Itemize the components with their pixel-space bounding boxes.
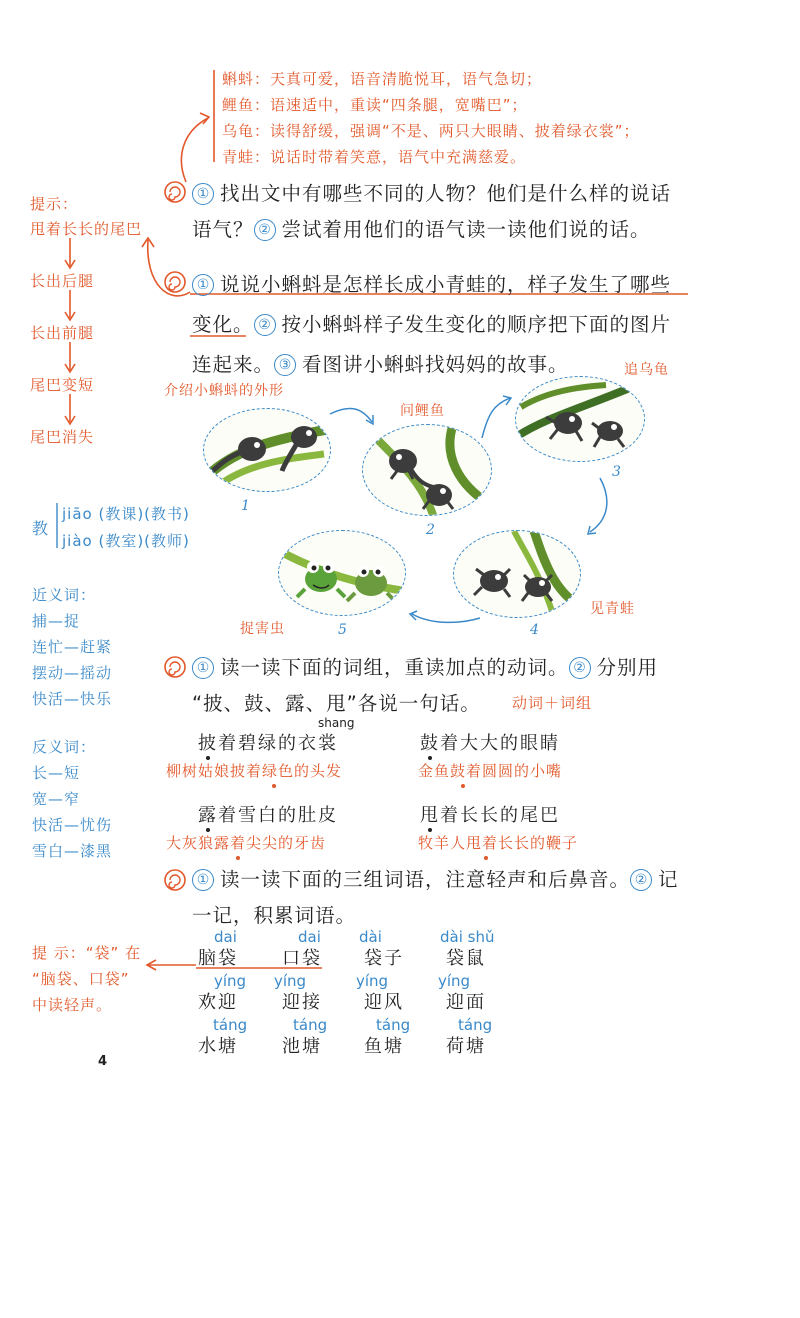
- answer-3: 大灰狼露着尖尖的牙齿: [166, 834, 327, 852]
- spiral-bullet-icon: [163, 180, 187, 204]
- note-turtle: 乌龟：读得舒缓，强调“不是、两只大眼睛、披着绿衣裳”；: [222, 122, 640, 140]
- antonym-item: 宽—窄: [32, 790, 81, 808]
- q1-num-1: ①: [192, 183, 214, 205]
- word: 荷塘: [446, 1036, 486, 1057]
- phrase-4: 甩着长长的尾巴: [420, 805, 560, 826]
- antonym-item: 雪白—漆黑: [32, 842, 113, 860]
- spiral-bullet-icon: [163, 655, 187, 679]
- hint-line: “脑袋、口袋”: [32, 970, 130, 988]
- q4-line2: 一记，积累词语。: [192, 904, 357, 927]
- word-pinyin: táng: [213, 1016, 248, 1034]
- hint-line: 中读轻声。: [32, 996, 113, 1014]
- jiao-line-1: jiāo (教课)(教书): [62, 505, 190, 523]
- question-1: [192, 176, 671, 248]
- word-pinyin: dài shǔ: [440, 928, 495, 946]
- q1-num-2: ②: [254, 219, 276, 241]
- page-number: 4: [98, 1054, 108, 1069]
- synonyms: [32, 582, 112, 712]
- stage-label-1: 1: [241, 498, 250, 514]
- hint-line: 提 示：“袋” 在: [32, 944, 142, 962]
- word: 袋子: [364, 948, 404, 969]
- synonyms-title: 近义词：: [32, 586, 97, 604]
- phrase-3: 露着雪白的肚皮: [198, 805, 338, 826]
- word: 迎接: [282, 992, 322, 1013]
- q3-note: 动词＋词组: [512, 694, 593, 712]
- word: 水塘: [198, 1036, 238, 1057]
- word: 欢迎: [198, 992, 238, 1013]
- word-pinyin: táng: [293, 1016, 328, 1034]
- word: 鱼塘: [364, 1036, 404, 1057]
- antonym-item: 长—短: [32, 764, 81, 782]
- hint-step-1: 甩着长长的尾巴: [30, 220, 143, 238]
- word-pinyin: yíng: [356, 972, 389, 990]
- stage-image-3[interactable]: [515, 376, 645, 462]
- note-ask-carp: 问鲤鱼: [400, 403, 445, 419]
- q2-num-2: ②: [254, 314, 276, 336]
- note-see-frog: 见青蛙: [590, 601, 635, 617]
- stage-image-1[interactable]: [203, 408, 331, 492]
- spiral-bullet-icon: [163, 270, 187, 294]
- hint-step-4: 尾巴变短: [30, 376, 95, 394]
- antonyms: [32, 734, 112, 864]
- jiao-line-2: jiào (教室)(教师): [62, 532, 190, 550]
- stage-image-5[interactable]: [278, 530, 406, 616]
- q2-num-3: ③: [274, 354, 296, 376]
- q4-num-1: ①: [192, 869, 214, 891]
- stage-label-5: 5: [338, 622, 347, 638]
- q2-line1: 说说小蝌蚪是怎样长成小青蛙的，样子发生了哪些: [220, 273, 672, 296]
- note-catch-pests: 捉害虫: [240, 621, 285, 637]
- word-pinyin: yíng: [274, 972, 307, 990]
- note-carp: 鲤鱼：语速适中，重读“四条腿，宽嘴巴”；: [222, 96, 528, 114]
- hint-step-3: 长出前腿: [30, 324, 95, 342]
- phrase-2: 鼓着大大的眼睛: [420, 733, 560, 754]
- hint-step-5: 尾巴消失: [30, 428, 95, 446]
- word: 池塘: [282, 1036, 322, 1057]
- word: 脑袋: [198, 948, 238, 969]
- word-pinyin: dài: [359, 928, 382, 946]
- word-pinyin: dai: [214, 928, 237, 946]
- note-chase-turtle: 追乌龟: [624, 362, 669, 378]
- q4-num-2: ②: [630, 869, 652, 891]
- q2-line2a: 变化。: [192, 313, 254, 336]
- q4-line1b: 记: [658, 868, 679, 891]
- note-frog: 青蛙：说话时带着笑意，语气中充满慈爱。: [222, 148, 527, 166]
- word-pinyin: dai: [298, 928, 321, 946]
- phrase-1: 披着碧绿的衣裳: [198, 733, 338, 754]
- antonyms-title: 反义词：: [32, 738, 97, 756]
- q2-num-1: ①: [192, 274, 214, 296]
- hint-title: 提示：: [30, 195, 79, 213]
- q3-num-2: ②: [569, 657, 591, 679]
- q3-line2: “披、鼓、露、甩”各说一句话。: [192, 692, 481, 715]
- q3-num-1: ①: [192, 657, 214, 679]
- answer-1: 柳树姑娘披着绿色的头发: [166, 762, 343, 780]
- question-4: [192, 862, 679, 934]
- pinyin-shang: shang: [318, 716, 355, 730]
- note-tadpole: 蝌蚪：天真可爱，语音清脆悦耳，语气急切；: [222, 70, 543, 88]
- stage-label-3: 3: [612, 464, 621, 480]
- q2-line2b: 按小蝌蚪样子发生变化的顺序把下面的图片: [281, 313, 672, 336]
- top-notes: [222, 66, 640, 170]
- spiral-bullet-icon: [163, 868, 187, 892]
- stage-image-4[interactable]: [453, 530, 581, 618]
- answer-4: 牧羊人甩着长长的鞭子: [418, 834, 579, 852]
- synonym-item: 快活—快乐: [32, 690, 113, 708]
- q3-line1a: 读一读下面的词组，重读加点的动词。: [220, 656, 569, 679]
- word: 迎面: [446, 992, 486, 1013]
- stage-image-2[interactable]: [362, 424, 492, 516]
- word-pinyin: táng: [376, 1016, 411, 1034]
- synonym-item: 捕—捉: [32, 612, 81, 630]
- synonym-item: 连忙—赶紧: [32, 638, 113, 656]
- answer-2: 金鱼鼓着圆圆的小嘴: [418, 762, 563, 780]
- synonym-item: 摆动—摇动: [32, 664, 113, 682]
- q2-line3b: 看图讲小蝌蚪找妈妈的故事。: [302, 353, 569, 376]
- word: 迎风: [364, 992, 404, 1013]
- hint-neutral-tone: [32, 940, 141, 1018]
- q1-line2b: 尝试着用他们的语气读一读他们说的话。: [281, 218, 651, 241]
- jiao-char: 教: [32, 519, 50, 538]
- q3-line1b: 分别用: [596, 656, 659, 679]
- q1-line2a: 语气？: [192, 218, 254, 241]
- stage-label-2: 2: [426, 522, 435, 538]
- antonym-item: 快活—忧伤: [32, 816, 113, 834]
- hint-step-2: 长出后腿: [30, 272, 95, 290]
- stage-label-4: 4: [530, 622, 539, 638]
- word: 袋鼠: [446, 948, 486, 969]
- q1-line1: 找出文中有哪些不同的人物？他们是什么样的说话: [220, 182, 672, 205]
- word-pinyin: yíng: [214, 972, 247, 990]
- question-2: [192, 265, 671, 385]
- word-pinyin: táng: [458, 1016, 493, 1034]
- q2-line3a: 连起来。: [192, 353, 275, 376]
- word: 口袋: [282, 948, 322, 969]
- q4-line1a: 读一读下面的三组词语，注意轻声和后鼻音。: [220, 868, 631, 891]
- note-intro: 介绍小蝌蚪的外形: [164, 383, 284, 399]
- word-pinyin: yíng: [438, 972, 471, 990]
